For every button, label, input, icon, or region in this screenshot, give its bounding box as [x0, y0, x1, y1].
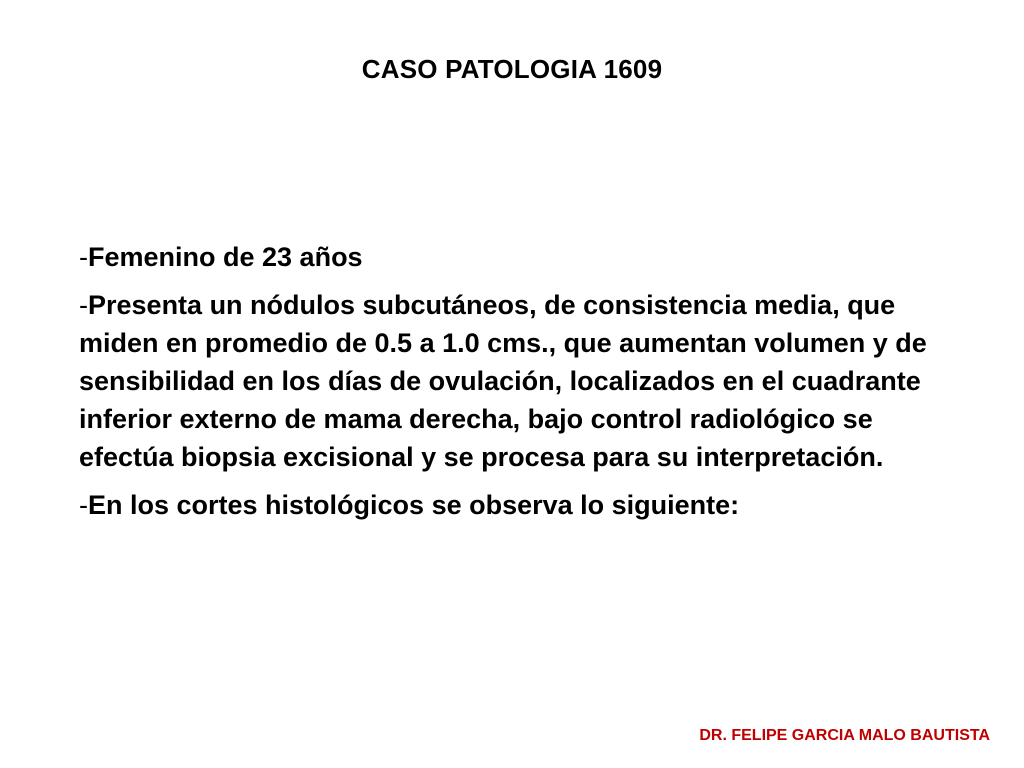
author-credit: DR. FELIPE GARCIA MALO BAUTISTA [699, 727, 990, 744]
bullet-history [79, 286, 959, 476]
bullet-patient [79, 238, 959, 276]
bullet-text: Femenino de 23 años [88, 242, 363, 272]
bullet-text: Presenta un nódulos subcutáneos, de consistencia media, que miden en promedio de 0.5 a 1.0 cms., que aumentan volumen y de sensibilidad en los días de ovulación, localizados en el cuadrante inferior externo de mama derecha, bajo control radiológico se efectúa biopsia excisional y se procesa para su interpretación. [79, 290, 927, 472]
bullet-list [79, 238, 959, 534]
bullet-histology [79, 486, 959, 524]
bullet-marker: - [79, 490, 88, 520]
bullet-text: En los cortes histológicos se observa lo siguiente: [88, 490, 740, 520]
slide-title: CASO PATOLOGIA 1609 [361, 54, 663, 84]
bullet-marker: - [79, 242, 88, 272]
bullet-marker: - [79, 290, 88, 320]
